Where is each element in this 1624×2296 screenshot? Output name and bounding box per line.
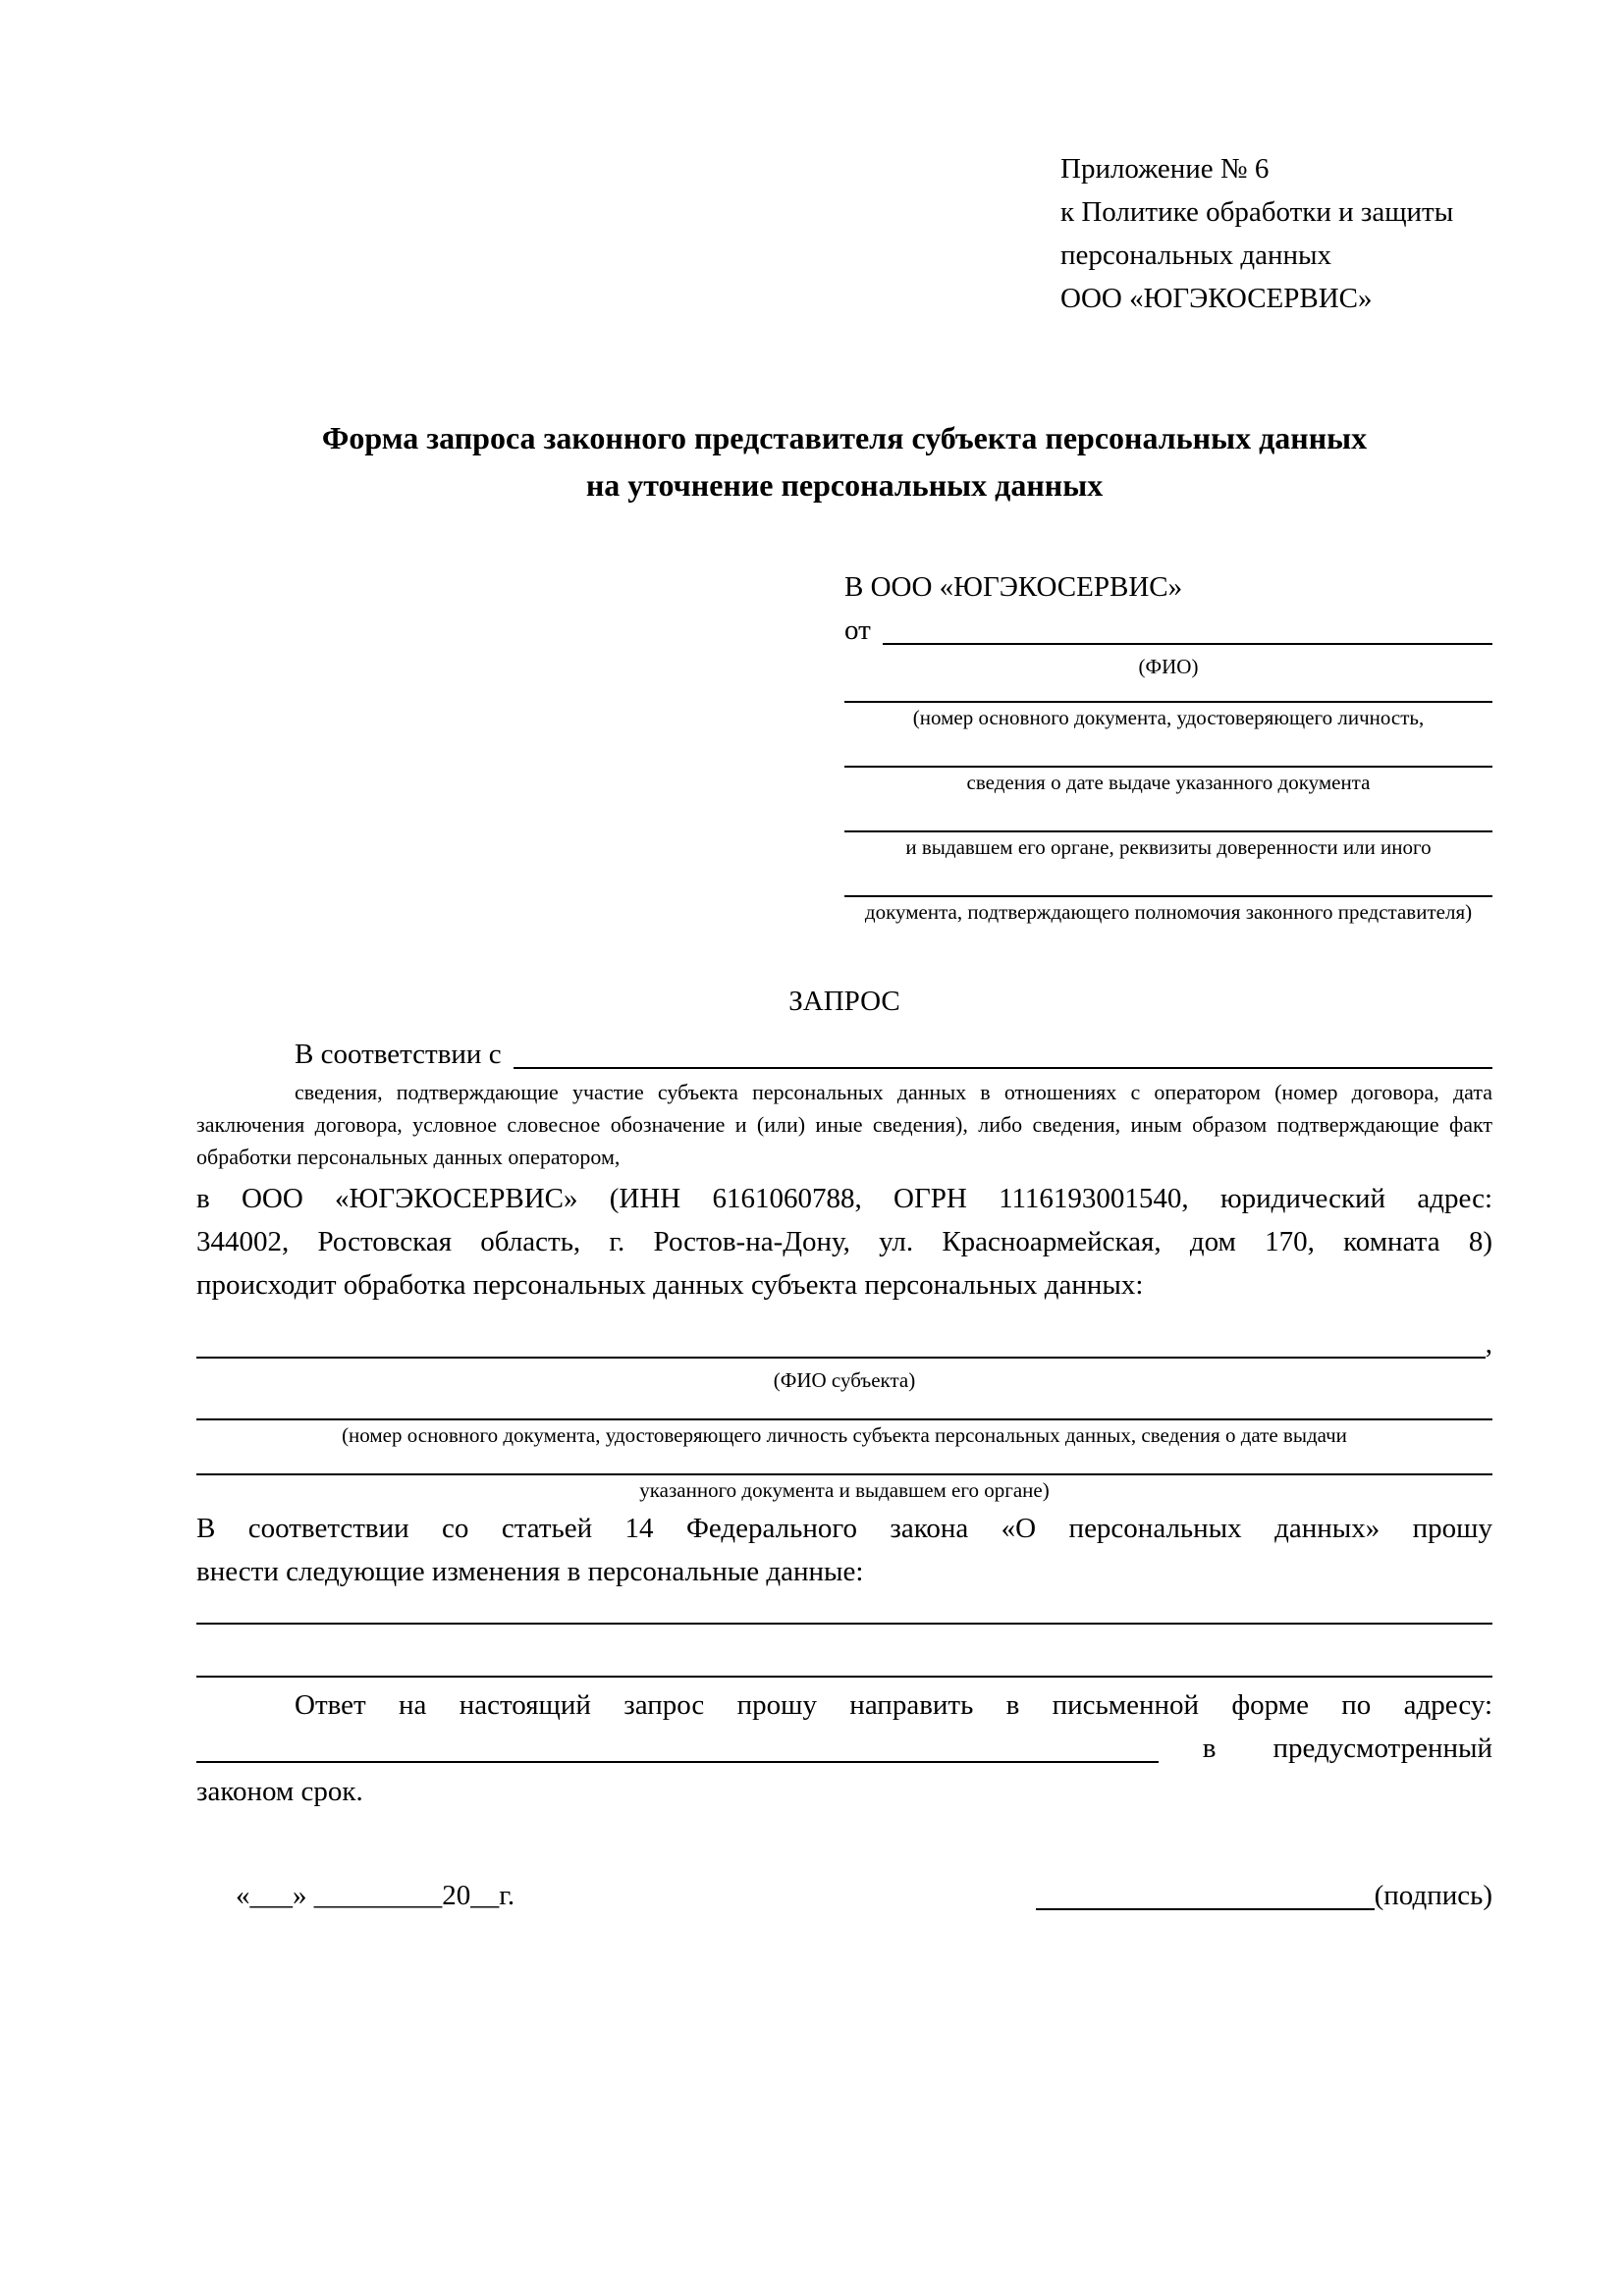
operator-paragraph — [196, 1177, 1492, 1307]
signature-caption: (подпись) — [1374, 1880, 1492, 1911]
law-line-1: В соответствии со статьей 14 Федерального закона «О персональных данных» прошу — [196, 1513, 1492, 1544]
subject-doc-blank-line-1 — [196, 1418, 1492, 1420]
form-title — [196, 414, 1492, 508]
representative-doc-caption-4: документа, подтверждающего полномочия законного представителя) — [864, 900, 1473, 924]
law-line-2: внести следующие изменения в персональные данные: — [196, 1556, 864, 1587]
operator-line-1: в ООО «ЮГЭКОСЕРВИС» (ИНН 6161060788, ОГРН 1116193001540, юридический адрес: — [196, 1183, 1492, 1214]
subject-doc-blank-line-2 — [196, 1473, 1492, 1475]
subject-fio-blank-row — [196, 1322, 1492, 1365]
representative-doc-blank-line-1 — [844, 701, 1492, 703]
intro-label: В соответствии с — [295, 1039, 502, 1070]
date-line: «___» _________20__г. — [236, 1880, 515, 1911]
appendix-header-line-3: персональных данных — [1060, 240, 1332, 271]
basis-blank-line — [514, 1067, 1492, 1069]
addressee-from-row — [844, 609, 1492, 652]
operator-line-2: 344002, Ростовская область, г. Ростов-на-Дону, ул. Красноармейская, дом 170, комната 8) — [196, 1226, 1492, 1257]
addressee-to: В ООО «ЮГЭКОСЕРВИС» — [844, 571, 1183, 603]
representative-doc-blank-line-3 — [844, 830, 1492, 832]
from-label: от — [844, 614, 871, 646]
answer-line-3: законом срок. — [196, 1776, 363, 1807]
addressee-block — [844, 565, 1492, 925]
signature-blank-line — [1036, 1908, 1375, 1910]
appendix-header-line-2: к Политике обработки и защиты — [1060, 196, 1454, 228]
form-title-line1: Форма запроса законного представителя субъекта персональных данных — [321, 420, 1368, 455]
request-intro-row — [196, 1033, 1492, 1076]
subject-comma: , — [1485, 1328, 1492, 1360]
form-title-line2: на уточнение персональных данных — [585, 467, 1104, 503]
representative-fio-blank-line — [883, 643, 1492, 645]
changes-blank-line-1 — [196, 1623, 1492, 1625]
answer-line-1: Ответ на настоящий запрос прошу направить в письменной форме по адресу: — [295, 1689, 1492, 1721]
subject-fio-blank-line — [196, 1357, 1486, 1359]
fio-caption: (ФИО) — [1138, 655, 1199, 678]
subject-doc-caption-2: указанного документа и выдавшем его органе) — [639, 1478, 1050, 1502]
representative-doc-caption-1: (номер основного документа, удостоверяющего личность, — [912, 706, 1425, 729]
appendix-header-line-1: Приложение № 6 — [1060, 153, 1270, 185]
answer-word-1: в — [1202, 1733, 1217, 1764]
appendix-header-line-4: ООО «ЮГЭКОСЕРВИС» — [1060, 283, 1373, 314]
operator-line-3: происходит обработка персональных данных субъекта персональных данных: — [196, 1269, 1144, 1301]
address-blank-row — [196, 1727, 1492, 1770]
answer-word-2: предусмотренный — [1272, 1733, 1492, 1764]
appendix-header — [1060, 147, 1492, 320]
representative-doc-blank-line-4 — [844, 895, 1492, 897]
law-paragraph — [196, 1507, 1492, 1593]
subject-fio-caption: (ФИО субъекта) — [773, 1368, 916, 1392]
request-heading: ЗАПРОС — [788, 986, 900, 1017]
fine-print: сведения, подтверждающие участие субъекта персональных данных в отношениях с оператором (номер договора, дата заключения договора, условное словесное обозначение и (или) иные сведения), либо сведения, иным образом подтверждающие факт обработки персональных данных оператором, — [196, 1080, 1492, 1169]
representative-doc-blank-line-2 — [844, 766, 1492, 768]
date-signature-row — [196, 1874, 1492, 1917]
representative-doc-caption-3: и выдавшем его органе, реквизиты доверенности или иного — [905, 835, 1432, 859]
signature-area — [1036, 1874, 1492, 1917]
changes-blank-line-2 — [196, 1676, 1492, 1678]
address-blank-line — [196, 1761, 1159, 1763]
subject-doc-caption-1: (номер основного документа, удостоверяющего личность субъекта персональных данных, сведения о дате выдачи — [342, 1423, 1347, 1447]
representative-doc-caption-2: сведения о дате выдаче указанного документа — [966, 771, 1371, 794]
